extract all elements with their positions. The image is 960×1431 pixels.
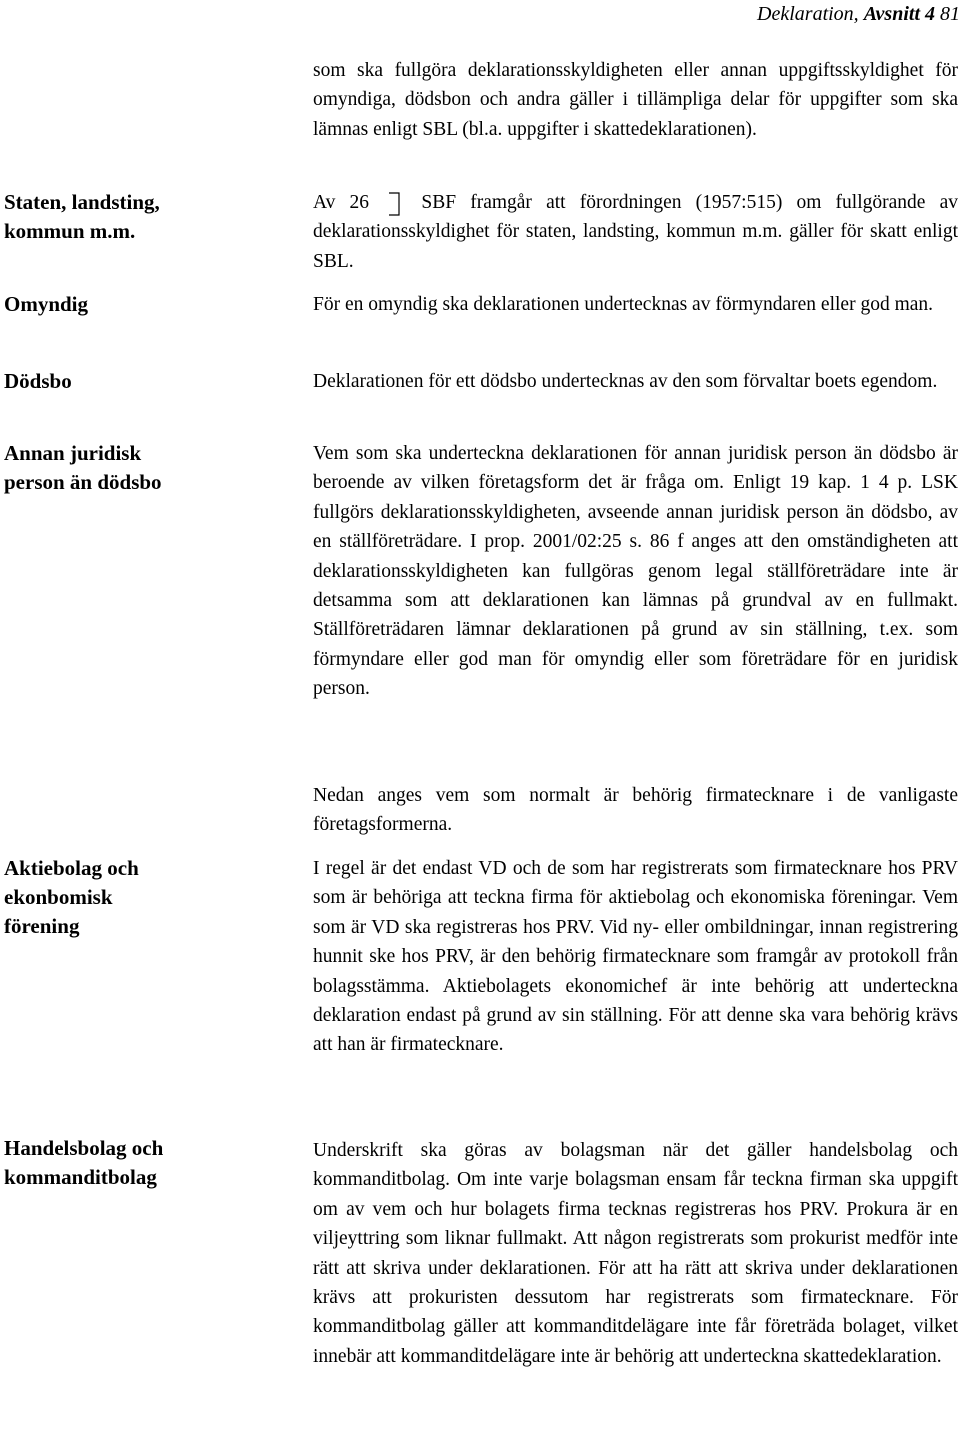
- margin-heading-estate: [4, 367, 229, 396]
- paragraph-text: Av 26: [313, 192, 370, 213]
- paragraph: I regel är det endast VD och de som har registrerats som firmatecknare hos PRV som är behöriga att teckna firma för aktiebolag och ekonomiska föreningar. Vem som är VD ska registreras hos PRV. Vid ny- eller ombildningar, innan registrering hunnit ske hos PRV, är den behörig firmatecknare som framgår av protokoll från bolagsstämma. Aktiebolagets ekonomichef är inte behörig att underteckna deklaration endast på grund av sin ställning. För att denne ska vara behörig krävs att han är firmatecknare.: [313, 858, 958, 1056]
- paragraph-sbf: [313, 188, 958, 276]
- margin-heading-hb: [4, 1134, 229, 1192]
- paragraph: Vem som ska underteckna deklarationen för annan juridisk person än dödsbo är beroende av vilken företagsform det är fråga om. Enligt 19 kap. 1 4 p. LSK fullgörs deklarationsskyldigheten, avseende annan juridisk person än dödsbo, av en ställföreträdare. I prop. 2001/02:25 s. 86 f anges att den omständigheten att deklarationsskyldigheten kan fullgöras genom legal ställföreträdare inte är detsamma som att deklarationen kan lämnas på grundval av en fullmakt. Ställföreträdaren lämnar deklarationen på grund av sin ställning, t.ex. som förmyndare eller god man för omyndig eller som företrädare för en juridisk person.: [313, 443, 958, 700]
- paragraph-text: SBF framgår att förordningen (1957:515) om fullgörande av deklarationsskyldighet för staten, landsting, kommun m.m. gäller för skatt enligt SBL.: [313, 192, 959, 272]
- section-sign-icon: [383, 191, 407, 217]
- paragraph: För en omyndig ska deklarationen undertecknas av förmyndaren eller god man.: [313, 294, 934, 315]
- section-label: Avsnitt 4: [863, 3, 935, 25]
- running-header: [540, 2, 960, 26]
- paragraph: som ska fullgöra deklarationsskyldigheten eller annan uppgiftsskyldighet för omyndiga, dödsbon och andra gäller i tillämpliga delar för uppgifter som ska lämnas enligt SBL (bl.a. uppgifter i skattedeklarationen).: [313, 60, 958, 140]
- margin-heading-line: kommun m.m.: [4, 219, 136, 243]
- paragraph: Nedan anges vem som normalt är behörig firmatecknare i de vanligaste företagsformerna.: [313, 785, 958, 836]
- running-title: Deklaration,: [757, 3, 864, 25]
- margin-heading-ab: [4, 854, 229, 941]
- margin-heading-state: [4, 188, 229, 246]
- margin-heading-line: Staten, landsting,: [4, 190, 160, 214]
- margin-heading-line: person än dödsbo: [4, 470, 162, 494]
- margin-heading-line: förening: [4, 914, 80, 938]
- margin-heading-line: Handelsbolag och: [4, 1136, 164, 1160]
- margin-heading-line: Aktiebolag och: [4, 856, 139, 880]
- margin-heading-line: Dödsbo: [4, 369, 72, 393]
- paragraph: Underskrift ska göras av bolagsman när det gäller handelsbolag och kommanditbolag. Om inte varje bolagsman ensam får teckna firman ska uppgift om av vem och hur bolagets firma tecknas registreras hos PRV. Prokura är en viljeyttring som liknar fullmakt. Att någon registrerats som prokurist medför inte rätt att skriva under deklarationen. För att ha rätt att skriva under deklarationen krävs att prokuristen dessutom har registrerats som firmatecknare. För kommanditbolag gäller att kommanditdelägare inte får företräda bolaget, vilket innebär att kommanditdelägare inte är behörig att underteckna skattedeklaration.: [313, 1140, 958, 1367]
- margin-heading-line: ekonbomisk: [4, 885, 113, 909]
- paragraph: Deklarationen för ett dödsbo undertecknas av den som förvaltar boets egendom.: [313, 371, 938, 392]
- margin-heading-line: Omyndig: [4, 292, 89, 316]
- margin-heading-minor: [4, 290, 229, 319]
- margin-heading-line: Annan juridisk: [4, 441, 142, 465]
- margin-heading-other-legal: [4, 439, 229, 497]
- margin-heading-line: kommanditbolag: [4, 1165, 157, 1189]
- page-number: 81: [940, 3, 960, 25]
